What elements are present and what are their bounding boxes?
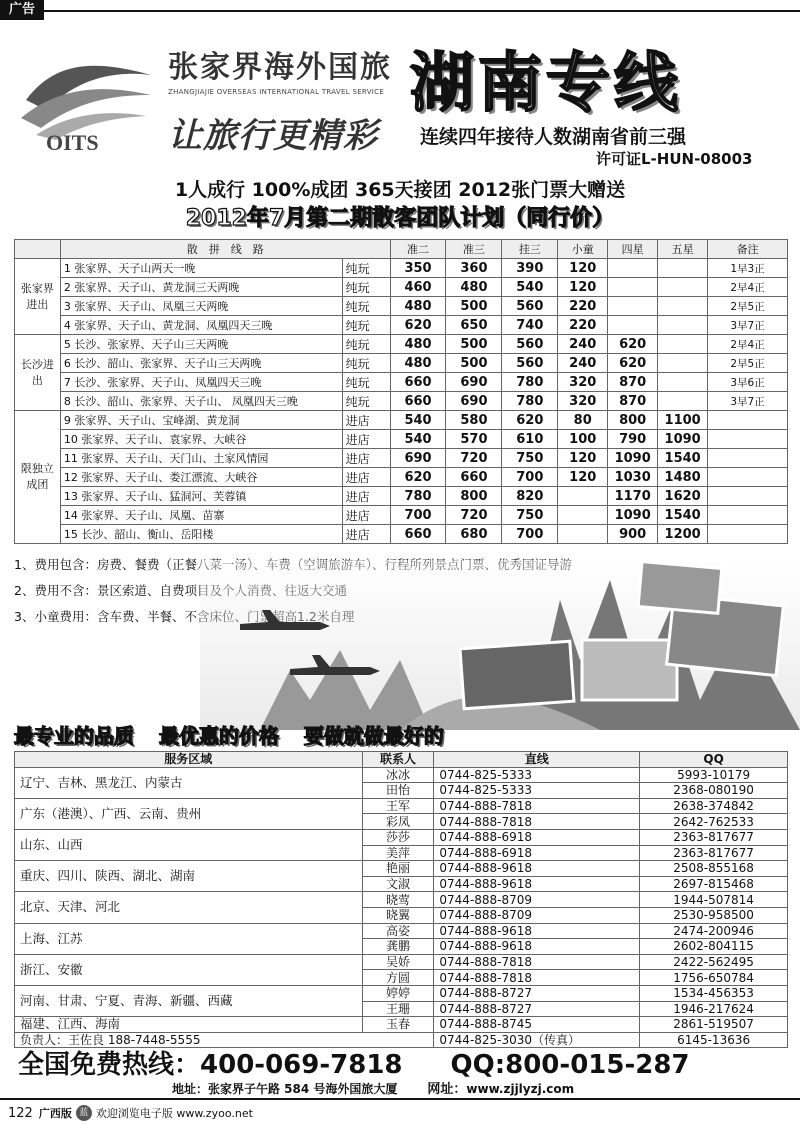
tour-price-p3: 560	[502, 335, 558, 354]
contact-qq[interactable]: 2422-562495	[640, 954, 788, 970]
tour-price-p3: 700	[502, 468, 558, 487]
tour-price-p2: 500	[446, 297, 502, 316]
tour-price-child: 100	[558, 430, 608, 449]
tour-note: 1早3正	[708, 259, 788, 278]
tour-price-star5: 1100	[658, 411, 708, 430]
tour-price-p2: 800	[446, 487, 502, 506]
tour-route: 2 张家界、天子山、黄龙洞三天两晚	[60, 278, 342, 297]
tour-note: 2早5正	[708, 354, 788, 373]
contact-table-wrap	[14, 751, 788, 1048]
tour-route: 6 长沙、韶山、张家界、天子山三天两晚	[60, 354, 342, 373]
manager-label: 负责人：王佐良 188-7448-5555	[15, 1032, 434, 1048]
tour-price-star4	[608, 316, 658, 335]
tour-price-star5	[658, 354, 708, 373]
tour-price-child: 220	[558, 316, 608, 335]
tour-price-star4: 870	[608, 392, 658, 411]
edition-label: 广西版	[38, 1107, 72, 1120]
tour-route: 14 张家界、天子山、凤凰、苗寨	[60, 506, 342, 525]
tour-table-wrap	[14, 239, 788, 544]
tour-price-p2: 690	[446, 373, 502, 392]
table-row	[15, 506, 788, 525]
tour-price-star4: 1090	[608, 506, 658, 525]
contact-name: 婷婷	[362, 985, 434, 1001]
tour-price-child: 320	[558, 373, 608, 392]
tour-type: 纯玩	[342, 297, 390, 316]
tour-price-child	[558, 506, 608, 525]
tour-type: 进店	[342, 525, 390, 544]
service-area: 山东、山西	[15, 829, 363, 860]
tour-type: 纯玩	[342, 354, 390, 373]
tour-region: 长沙进出	[15, 335, 61, 411]
logo-text: OITS	[46, 130, 99, 155]
contact-qq[interactable]: 2602-804115	[640, 939, 788, 955]
tour-route: 4 张家界、天子山、黄龙洞、凤凰四天三晚	[60, 316, 342, 335]
tour-price-star4: 900	[608, 525, 658, 544]
page-number: 122	[8, 1105, 33, 1121]
tour-route: 15 长沙、韶山、衡山、岳阳楼	[60, 525, 342, 544]
tour-price-p3: 610	[502, 430, 558, 449]
tour-region: 限独立成团	[15, 411, 61, 544]
table-row	[15, 468, 788, 487]
tour-price-p1: 620	[390, 468, 446, 487]
tour-price-star5: 1540	[658, 506, 708, 525]
motto-line: 最专业的品质 最优惠的价格 要做就做最好的	[14, 724, 444, 748]
brand-name-en: ZHANGJIAJIE OVERSEAS INTERNATIONAL TRAVEL SERVICE	[168, 88, 385, 96]
contact-name: 莎莎	[362, 829, 434, 845]
tour-price-p1: 540	[390, 411, 446, 430]
contact-qq[interactable]: 2363-817677	[640, 845, 788, 861]
table-row	[15, 297, 788, 316]
tour-price-child	[558, 487, 608, 506]
tour-price-p1: 460	[390, 278, 446, 297]
contact-qq[interactable]: 2368-080190	[640, 783, 788, 799]
contact-header-cell: QQ	[640, 752, 788, 768]
contact-qq[interactable]: 1534-456353	[640, 985, 788, 1001]
tour-route: 11 张家界、天子山、天门山、土家风情园	[60, 449, 342, 468]
contact-phone[interactable]: 0744-888-7818	[434, 970, 640, 986]
tour-header-blank	[15, 240, 61, 259]
manager-qq[interactable]: 6145-13636	[640, 1032, 788, 1048]
tour-note: 2早5正	[708, 297, 788, 316]
tour-price-child: 120	[558, 278, 608, 297]
contact-name: 晓莺	[362, 892, 434, 908]
tour-note	[708, 487, 788, 506]
contact-phone[interactable]: 0744-825-5333	[434, 767, 640, 783]
tour-price-p1: 480	[390, 335, 446, 354]
contact-header-row	[15, 752, 788, 768]
tour-price-p3: 390	[502, 259, 558, 278]
contact-phone[interactable]: 0744-888-7818	[434, 954, 640, 970]
tour-type: 进店	[342, 487, 390, 506]
tour-price-p1: 540	[390, 430, 446, 449]
ad-tag: 广告	[0, 0, 44, 20]
tour-route: 3 张家界、天子山、凤凰三天两晚	[60, 297, 342, 316]
top-rule	[44, 10, 800, 12]
tour-price-child: 240	[558, 335, 608, 354]
contact-qq[interactable]: 2638-374842	[640, 798, 788, 814]
tour-price-star4: 790	[608, 430, 658, 449]
tour-price-p1: 480	[390, 354, 446, 373]
tour-price-p3: 620	[502, 411, 558, 430]
tour-type: 进店	[342, 411, 390, 430]
tour-price-p3: 540	[502, 278, 558, 297]
tour-header-cell: 备注	[708, 240, 788, 259]
contact-name: 吴娇	[362, 954, 434, 970]
contact-phone[interactable]: 0744-888-6918	[434, 829, 640, 845]
tour-header-cell: 四星	[608, 240, 658, 259]
tour-price-p1: 660	[390, 525, 446, 544]
edition-stamp-icon: 蓝	[76, 1105, 92, 1121]
service-area: 河南、甘肃、宁夏、青海、新疆、西藏	[15, 985, 363, 1016]
photo-peak	[638, 562, 722, 614]
tour-note: 3早7正	[708, 392, 788, 411]
tour-type: 进店	[342, 449, 390, 468]
tour-price-star5	[658, 335, 708, 354]
brand-block	[168, 42, 398, 96]
table-row	[15, 373, 788, 392]
tour-note	[708, 411, 788, 430]
tour-price-p1: 350	[390, 259, 446, 278]
tour-type: 纯玩	[342, 335, 390, 354]
tour-price-star5: 1090	[658, 430, 708, 449]
contact-phone[interactable]: 0744-888-7818	[434, 798, 640, 814]
contact-name: 高姿	[362, 923, 434, 939]
tour-price-child: 220	[558, 297, 608, 316]
oits-logo	[16, 40, 156, 160]
tour-header-cell: 准二	[390, 240, 446, 259]
manager-phone[interactable]: 0744-825-3030（传真）	[434, 1032, 640, 1048]
fee-note-child: 3、小童费用：含车费、半餐、不含床位、门票超高1.2米自理	[14, 609, 355, 624]
brand-name-cn: 张家界海外国旅	[168, 50, 392, 85]
photo-statue	[582, 640, 677, 700]
tour-note	[708, 430, 788, 449]
tour-price-star4: 1030	[608, 468, 658, 487]
contact-qq[interactable]: 2530-958500	[640, 907, 788, 923]
contact-phone[interactable]: 0744-888-9618	[434, 939, 640, 955]
table-row	[15, 525, 788, 544]
scenic-collage	[200, 560, 800, 730]
tour-price-p3: 750	[502, 449, 558, 468]
tour-type: 纯玩	[342, 278, 390, 297]
contact-name: 王珊	[362, 1001, 434, 1017]
tour-price-child: 320	[558, 392, 608, 411]
contact-name: 文淑	[362, 876, 434, 892]
hotline-qq: 800-015-287	[505, 1050, 690, 1080]
contact-phone[interactable]: 0744-888-8727	[434, 985, 640, 1001]
address-line	[172, 1078, 574, 1097]
tour-price-child: 120	[558, 449, 608, 468]
contact-header-cell: 服务区域	[15, 752, 363, 768]
fee-note-included: 1、费用包含：房费、餐费（正餐八菜一汤）、车费（空调旅游车）、行程所列景点门票、优秀国证导游	[14, 557, 572, 572]
tour-price-p3: 750	[502, 506, 558, 525]
contact-name: 田怡	[362, 783, 434, 799]
contact-phone[interactable]: 0744-888-9618	[434, 876, 640, 892]
contact-phone[interactable]: 0744-825-5333	[434, 783, 640, 799]
tour-price-star4: 620	[608, 354, 658, 373]
table-row	[15, 861, 788, 877]
tour-price-star5: 1540	[658, 449, 708, 468]
tour-price-star5	[658, 392, 708, 411]
tour-note	[708, 525, 788, 544]
hotline-bar	[18, 1044, 690, 1081]
contact-phone[interactable]: 0744-888-9618	[434, 923, 640, 939]
tour-price-p2: 580	[446, 411, 502, 430]
hotline-qq-label: QQ:	[450, 1050, 506, 1080]
tour-price-p3: 780	[502, 392, 558, 411]
tour-route: 9 张家界、天子山、宝峰湖、黄龙洞	[60, 411, 342, 430]
table-row	[15, 923, 788, 939]
promo-line: 1人成行 100%成团 365天接团 2012张门票大赠送	[174, 179, 626, 201]
tour-price-star5: 1480	[658, 468, 708, 487]
website-label: 网址：	[427, 1082, 467, 1097]
tour-price-p1: 700	[390, 506, 446, 525]
tour-price-child: 120	[558, 468, 608, 487]
tour-type: 纯玩	[342, 259, 390, 278]
table-row	[15, 354, 788, 373]
tour-price-p1: 620	[390, 316, 446, 335]
contact-qq[interactable]: 1944-507814	[640, 892, 788, 908]
contact-qq[interactable]: 2363-817677	[640, 829, 788, 845]
tour-type: 进店	[342, 430, 390, 449]
tour-route: 5 长沙、张家界、天子山三天两晚	[60, 335, 342, 354]
contact-header-cell: 联系人	[362, 752, 434, 768]
contact-phone[interactable]: 0744-888-6918	[434, 845, 640, 861]
tour-price-star4: 1170	[608, 487, 658, 506]
table-row	[15, 829, 788, 845]
tour-type: 纯玩	[342, 392, 390, 411]
contact-name: 彩凤	[362, 814, 434, 830]
table-row	[15, 259, 788, 278]
tour-route: 7 长沙、张家界、天子山、凤凰四天三晚	[60, 373, 342, 392]
tour-header-cell: 挂三	[502, 240, 558, 259]
table-row	[15, 487, 788, 506]
table-row	[15, 892, 788, 908]
table-row	[15, 954, 788, 970]
tour-note	[708, 506, 788, 525]
table-row	[15, 767, 788, 783]
tour-header-cell: 小童	[558, 240, 608, 259]
tour-route: 8 长沙、韶山、张家界、天子山、 凤凰四天三晚	[60, 392, 342, 411]
table-row	[15, 798, 788, 814]
contact-phone[interactable]: 0744-888-8709	[434, 907, 640, 923]
tour-note: 2早4正	[708, 278, 788, 297]
tour-price-star4	[608, 297, 658, 316]
tour-price-p2: 680	[446, 525, 502, 544]
tour-price-p2: 650	[446, 316, 502, 335]
contact-name: 王军	[362, 798, 434, 814]
contact-qq[interactable]: 1756-650784	[640, 970, 788, 986]
table-row	[15, 335, 788, 354]
tour-type: 纯玩	[342, 373, 390, 392]
contact-name: 艳丽	[362, 861, 434, 877]
address-text: 地址：张家界子午路 584 号海外国旅大厦	[172, 1082, 398, 1096]
table-row	[15, 1017, 788, 1033]
contact-phone[interactable]: 0744-888-8709	[434, 892, 640, 908]
tour-note: 2早4正	[708, 335, 788, 354]
tour-price-star5	[658, 316, 708, 335]
tour-price-p3: 700	[502, 525, 558, 544]
tour-price-p1: 660	[390, 392, 446, 411]
license-number: 许可证L-HUN-08003	[596, 150, 753, 168]
tour-price-p3: 740	[502, 316, 558, 335]
table-row	[15, 316, 788, 335]
tour-price-p2: 480	[446, 278, 502, 297]
tour-price-p3: 820	[502, 487, 558, 506]
contact-qq[interactable]: 5993-10179	[640, 767, 788, 783]
tour-route: 1 张家界、天子山两天一晚	[60, 259, 342, 278]
contact-qq[interactable]: 1946-217624	[640, 1001, 788, 1017]
tour-header-row	[15, 240, 788, 259]
tour-price-p3: 560	[502, 354, 558, 373]
tour-price-star4	[608, 278, 658, 297]
table-row	[15, 430, 788, 449]
tour-route: 13 张家界、天子山、猛洞河、芙蓉镇	[60, 487, 342, 506]
tour-note	[708, 449, 788, 468]
tour-price-p1: 480	[390, 297, 446, 316]
tour-note: 3早7正	[708, 316, 788, 335]
tour-price-p1: 780	[390, 487, 446, 506]
tour-price-star4	[608, 259, 658, 278]
tour-price-star4: 870	[608, 373, 658, 392]
tour-price-star5	[658, 278, 708, 297]
tour-price-p2: 720	[446, 449, 502, 468]
tour-price-child	[558, 525, 608, 544]
tour-price-child: 80	[558, 411, 608, 430]
tour-price-star4: 800	[608, 411, 658, 430]
tour-price-p2: 500	[446, 354, 502, 373]
tour-price-p1: 660	[390, 373, 446, 392]
tour-price-p1: 690	[390, 449, 446, 468]
table-row	[15, 392, 788, 411]
hotline-label: 全国免费热线：	[18, 1050, 201, 1080]
plan-title: 2012年7月第二期散客团队计划（同行价）	[185, 206, 615, 231]
tour-note	[708, 468, 788, 487]
tour-price-p2: 360	[446, 259, 502, 278]
contact-name: 晓翼	[362, 907, 434, 923]
contact-phone[interactable]: 0744-888-7818	[434, 814, 640, 830]
tour-price-star5	[658, 259, 708, 278]
contact-qq[interactable]: 2474-200946	[640, 923, 788, 939]
tour-price-star4: 1090	[608, 449, 658, 468]
service-area: 辽宁、吉林、黑龙江、内蒙古	[15, 767, 363, 798]
tour-price-p3: 560	[502, 297, 558, 316]
service-area: 上海、江苏	[15, 923, 363, 954]
tour-price-p2: 720	[446, 506, 502, 525]
tour-type: 纯玩	[342, 316, 390, 335]
tour-price-child: 120	[558, 259, 608, 278]
contact-qq[interactable]: 2697-815468	[640, 876, 788, 892]
tour-note: 3早6正	[708, 373, 788, 392]
brand-slogan: 让旅行更精彩	[168, 116, 378, 156]
fee-note-excluded: 2、费用不含：景区索道、自费项目及个人消费、往返大交通	[14, 583, 347, 598]
tour-price-p2: 660	[446, 468, 502, 487]
tour-route: 10 张家界、天子山、袁家界、大峡谷	[60, 430, 342, 449]
tour-price-p2: 690	[446, 392, 502, 411]
contact-name: 美萍	[362, 845, 434, 861]
tour-type: 进店	[342, 506, 390, 525]
tour-route: 12 张家界、天子山、娄江漂流、大峡谷	[60, 468, 342, 487]
contact-name: 方圆	[362, 970, 434, 986]
page-subtitle: 连续四年接待人数湖南省前三强	[420, 126, 687, 148]
service-area: 广东（港澳）、广西、云南、贵州	[15, 798, 363, 829]
contact-name: 冰冰	[362, 767, 434, 783]
tour-price-child: 240	[558, 354, 608, 373]
tour-header-route: 散 拼 线 路	[60, 240, 390, 259]
tour-price-p3: 780	[502, 373, 558, 392]
contact-name: 玉春	[362, 1017, 434, 1033]
table-row	[15, 449, 788, 468]
contact-header-cell: 直线	[434, 752, 640, 768]
service-area: 浙江、安徽	[15, 954, 363, 985]
footer-link[interactable]: 欢迎浏览电子版 www.zyoo.net	[95, 1107, 253, 1120]
contact-qq[interactable]: 2861-519507	[640, 1017, 788, 1033]
tour-price-star5: 1620	[658, 487, 708, 506]
service-area: 北京、天津、河北	[15, 892, 363, 923]
page-footer	[8, 1105, 253, 1121]
tour-header-cell: 准三	[446, 240, 502, 259]
tour-price-p2: 570	[446, 430, 502, 449]
contact-phone[interactable]: 0744-888-8727	[434, 1001, 640, 1017]
tour-header-cell: 五星	[658, 240, 708, 259]
table-row	[15, 985, 788, 1001]
bottom-rule	[0, 1098, 800, 1100]
tour-region: 张家界进出	[15, 259, 61, 335]
tour-price-star4: 620	[608, 335, 658, 354]
tour-price-p2: 500	[446, 335, 502, 354]
contact-phone[interactable]: 0744-888-8745	[434, 1017, 640, 1033]
table-row	[15, 411, 788, 430]
hotline-number: 400-069-7818	[200, 1050, 403, 1080]
contact-qq[interactable]: 2642-762533	[640, 814, 788, 830]
table-row	[15, 278, 788, 297]
website-link[interactable]: www.zjjlyzj.com	[466, 1082, 575, 1096]
tour-price-star5: 1200	[658, 525, 708, 544]
service-area: 福建、江西、海南	[15, 1017, 363, 1033]
tour-type: 进店	[342, 468, 390, 487]
photo-town	[460, 641, 574, 709]
contact-table	[14, 751, 788, 1048]
tour-price-star5	[658, 297, 708, 316]
contact-qq[interactable]: 2508-855168	[640, 861, 788, 877]
tour-price-table	[14, 239, 788, 544]
contact-phone[interactable]: 0744-888-9618	[434, 861, 640, 877]
page-title: 湖南专线	[410, 47, 682, 121]
tour-price-star5	[658, 373, 708, 392]
service-area: 重庆、四川、陕西、湖北、湖南	[15, 861, 363, 892]
contact-name: 龚鹏	[362, 939, 434, 955]
